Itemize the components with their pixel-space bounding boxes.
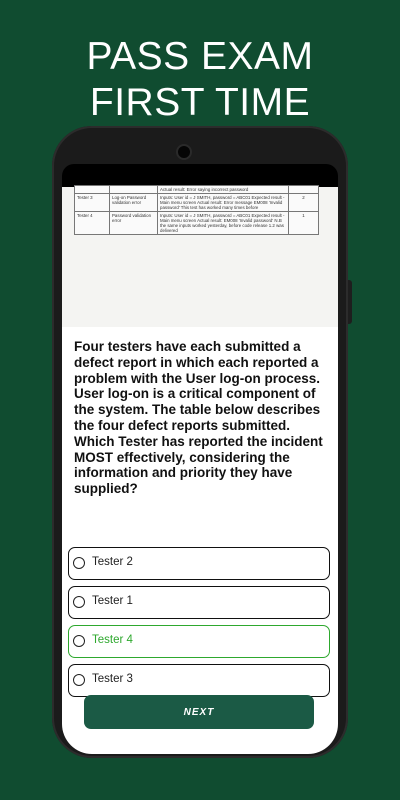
description-cell: Actual result: Error saying incorrect password xyxy=(158,186,289,194)
tester-cell: Tester 4 xyxy=(75,212,110,235)
phone-screen xyxy=(62,164,338,754)
quiz-screen xyxy=(62,187,338,754)
question-image xyxy=(62,187,338,327)
answer-option-tester-3[interactable] xyxy=(68,664,330,697)
radio-unchecked-icon[interactable] xyxy=(73,674,85,686)
tester-cell: Tester 3 xyxy=(75,194,110,212)
title-cell xyxy=(110,186,158,194)
phone-frame xyxy=(52,126,348,758)
priority-cell: 1 xyxy=(289,212,319,235)
option-label: Tester 1 xyxy=(92,595,133,607)
priority-cell: 2 xyxy=(289,194,319,212)
priority-cell xyxy=(289,186,319,194)
question-text: Four testers have each submitted a defect report in which each reported a problem with the User log-on process. User log-on is a critical component of the system. The table below describes the four defect reports submitted. Which Tester has reported the incident MOST effectively, considering the information and priority they have supplied? xyxy=(74,339,323,497)
table-row xyxy=(75,186,319,194)
option-label: Tester 2 xyxy=(92,556,133,568)
table-row xyxy=(75,212,319,235)
answer-option-tester-2[interactable] xyxy=(68,547,330,580)
promo-headline xyxy=(0,34,400,126)
radio-unchecked-icon[interactable] xyxy=(73,596,85,608)
description-cell: Inputs: User id = J SMITH, password = ABC01 Expected result - Main menu screen Actual result: Error message EM008 'Invalid password' This test has worked many times before xyxy=(158,194,289,212)
radio-unchecked-icon[interactable] xyxy=(73,635,85,647)
option-label: Tester 4 xyxy=(92,634,133,646)
table-row xyxy=(75,194,319,212)
title-cell: Password validation error xyxy=(110,212,158,235)
tester-cell xyxy=(75,186,110,194)
title-cell: Log-on Password validation error xyxy=(110,194,158,212)
option-label: Tester 3 xyxy=(92,673,133,685)
headline-line-1: PASS EXAM xyxy=(86,35,314,78)
front-camera xyxy=(176,144,192,160)
answer-option-tester-1[interactable] xyxy=(68,586,330,619)
answer-option-tester-4[interactable] xyxy=(68,625,330,658)
defect-table xyxy=(74,185,319,235)
description-cell: Inputs: User id = J SMITH, password = ABC01 Expected result - Main menu screen Actual result: EM008 'Invalid password' N.B the same inputs worked yesterday, before code release 1.2 was delivered xyxy=(158,212,289,235)
headline-line-2: FIRST TIME xyxy=(89,81,311,124)
radio-unchecked-icon[interactable] xyxy=(73,557,85,569)
next-button[interactable]: NEXT xyxy=(84,695,314,729)
